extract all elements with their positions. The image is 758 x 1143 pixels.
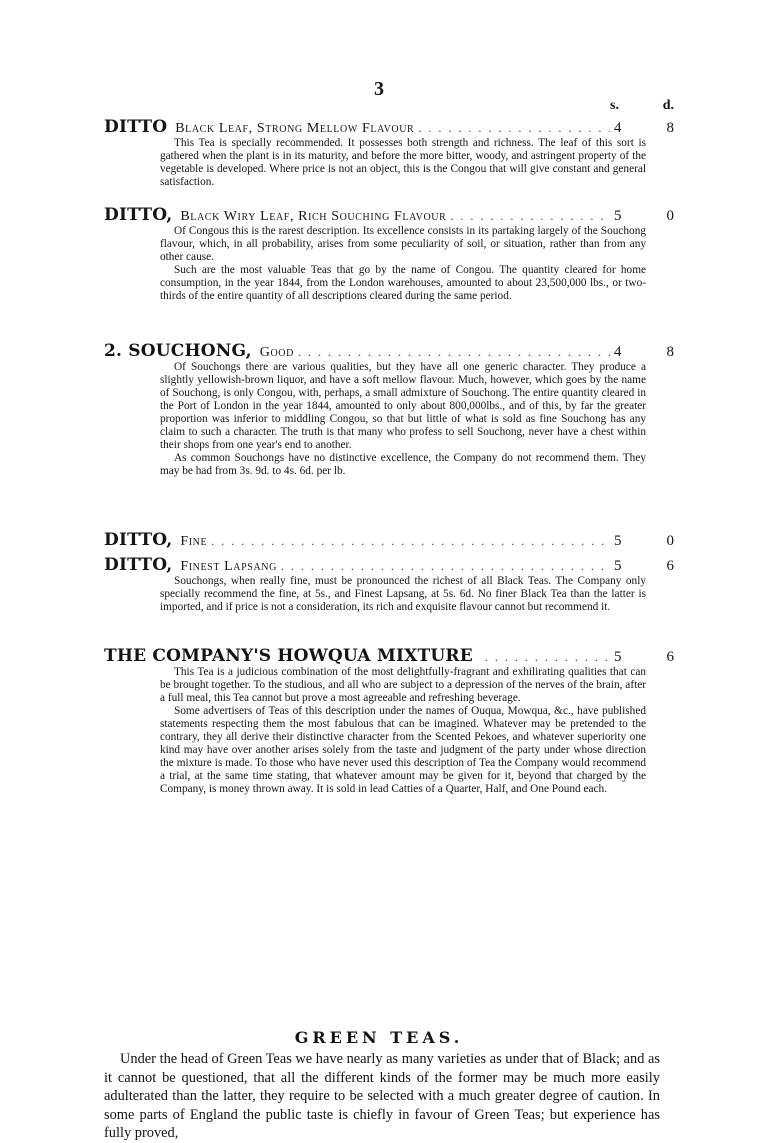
entry-prefix: 2. SOUCHONG, — [104, 341, 252, 361]
entry-price — [614, 647, 680, 667]
price-pence: 0 — [666, 533, 674, 549]
price-shillings: 4 — [614, 120, 622, 136]
shillings-header: s. — [610, 98, 619, 113]
entry-heading — [104, 646, 680, 666]
green-teas-intro — [104, 1050, 660, 1143]
entry-title: Finest Lapsang — [180, 559, 277, 574]
entry-prefix: DITTO, — [104, 530, 173, 550]
leader-dots — [211, 531, 610, 551]
entry-prefix: THE COMPANY'S HOWQUA MIXTURE — [104, 646, 473, 666]
description-paragraph: Souchongs, when really fine, must be pronounced the richest of all Black Teas. The Company only specially recommend the fine, at 5s., and Finest Lapsang, at 5s. 6d. No finer Black Tea than the latter is imported, and if price is not a consideration, its rich and exquisite flavour cannot but recommend it. — [160, 575, 646, 613]
leader-dots — [485, 647, 610, 667]
page-number: 3 — [374, 78, 384, 100]
price-pence: 8 — [666, 120, 674, 136]
entry-ditto-black-wiry-leaf — [104, 205, 680, 303]
description-paragraph: Of Congous this is the rarest description. Its excellence consists in its partaking largely of the Souchong flavour, which, in all probability, arises from some peculiarity of soil, or situation, rather than from any other cause. — [160, 225, 646, 263]
price-shillings: 5 — [614, 558, 622, 574]
price-shillings: 4 — [614, 344, 622, 360]
leader-dots — [281, 556, 610, 576]
entry-heading — [104, 530, 680, 550]
section-heading-green-teas: GREEN TEAS. — [294, 1028, 464, 1047]
entry-howqua-mixture — [104, 646, 680, 796]
entry-prefix: DITTO — [104, 117, 168, 137]
entry-heading — [104, 555, 680, 575]
price-pence: 0 — [666, 208, 674, 224]
price-pence: 6 — [666, 558, 674, 574]
entry-price — [614, 342, 680, 362]
entry-prefix: DITTO, — [104, 555, 173, 575]
entry-title: Good — [259, 345, 294, 360]
price-pence: 6 — [666, 649, 674, 665]
entry-description — [160, 361, 646, 478]
entry-price — [614, 206, 680, 226]
description-paragraph: Some advertisers of Teas of this description under the names of Ouqua, Mowqua, &c., have published statements respecting them the most fabulous that can be imagined. Whatever may be pretended to the contrary, they all derive their distinctive character from the Scented Pekoes, and whatever superiority one kind may have over another arises solely from the taste and judgment of the party under whose direction the mixture is made. To those who have never used this description of Tea the Company would recommend a trial, at the same time stating, that whatever amount may be given for it, beyond that charged by the Company, is money thrown away. It is sold in lead Catties of a Quarter, Half, and One Pound each. — [160, 705, 646, 795]
price-shillings: 5 — [614, 533, 622, 549]
entry-description — [160, 666, 646, 796]
leader-dots — [418, 118, 610, 138]
entry-heading — [104, 341, 680, 361]
entry-ditto-black-leaf — [104, 117, 680, 189]
entry-prefix: DITTO, — [104, 205, 173, 225]
entry-title: Black Leaf, Strong Mellow Flavour — [175, 121, 415, 136]
entry-ditto-fine — [104, 530, 680, 550]
description-paragraph: This Tea is a judicious combination of the most delightfully-fragrant and exhilirating qualities that can be brought together. To the studious, and all who are subject to a depression of the nerves of the brain, after a full meal, this Tea cannot but prove a most agreeable and refreshing beverage. — [160, 666, 646, 704]
entry-heading — [104, 205, 680, 225]
leader-dots — [298, 342, 610, 362]
description-paragraph: This Tea is specially recommended. It possesses both strength and richness. The leaf of this sort is gathered when the plant is in its maturity, and before the more bitter, woody, and astringent property of the vegetable is developed. Where price is not an object, this is the Congou that will give constant and general satisfaction. — [160, 137, 646, 188]
entry-title: Black Wiry Leaf, Rich Souching Flavour — [180, 209, 447, 224]
entry-title: Fine — [180, 534, 208, 549]
description-paragraph: Such are the most valuable Teas that go by the name of Congou. The quantity cleared for home consumption, in the year 1844, from the London warehouses, amounted to about 23,500,000 lbs., or two-thirds of the entire quantity of all descriptions cleared during the same period. — [160, 264, 646, 302]
price-shillings: 5 — [614, 649, 622, 665]
pence-header: d. — [662, 98, 674, 113]
leader-dots — [450, 206, 610, 226]
price-pence: 8 — [666, 344, 674, 360]
entry-souchong-good — [104, 341, 680, 478]
entry-description — [160, 225, 646, 303]
entry-heading — [104, 117, 680, 137]
description-paragraph: As common Souchongs have no distinctive excellence, the Company do not recommend them. They may be had from 3s. 9d. to 4s. 6d. per lb. — [160, 452, 646, 477]
entry-price — [614, 531, 680, 551]
entry-price — [614, 118, 680, 138]
description-paragraph: Of Souchongs there are various qualities, but they have all one generic character. They produce a slightly yellowish-brown liquor, and have a soft mellow flavour. Much, however, which goes by the name of Souchong, is only Congou, with, perhaps, a small admixture of Souchong. The entire quantity cleared in the Port of London in the year 1844, amounted to only about 800,000lbs., and of this, by far the greater proportion was inferior to middling Congou, so that but little of what is sold as fine Souchong has any claim to such a character. The truth is that many who profess to sell Souchong, never have a chest within their shops from one year's end to another. — [160, 361, 646, 451]
green-teas-paragraph: Under the head of Green Teas we have nearly as many varieties as under that of Black; and as it cannot be questioned, that all the different kinds of the former may be much more easily adulterated than the latter, they require to be selected with a much greater degree of caution. In some parts of England the public taste is chiefly in favour of Green Teas; but experience has fully proved, — [104, 1051, 660, 1141]
entry-description — [160, 137, 646, 189]
price-column-header — [610, 98, 680, 114]
entry-ditto-finest-lapsang — [104, 555, 680, 614]
entry-description — [160, 575, 646, 614]
entry-price — [614, 556, 680, 576]
price-shillings: 5 — [614, 208, 622, 224]
